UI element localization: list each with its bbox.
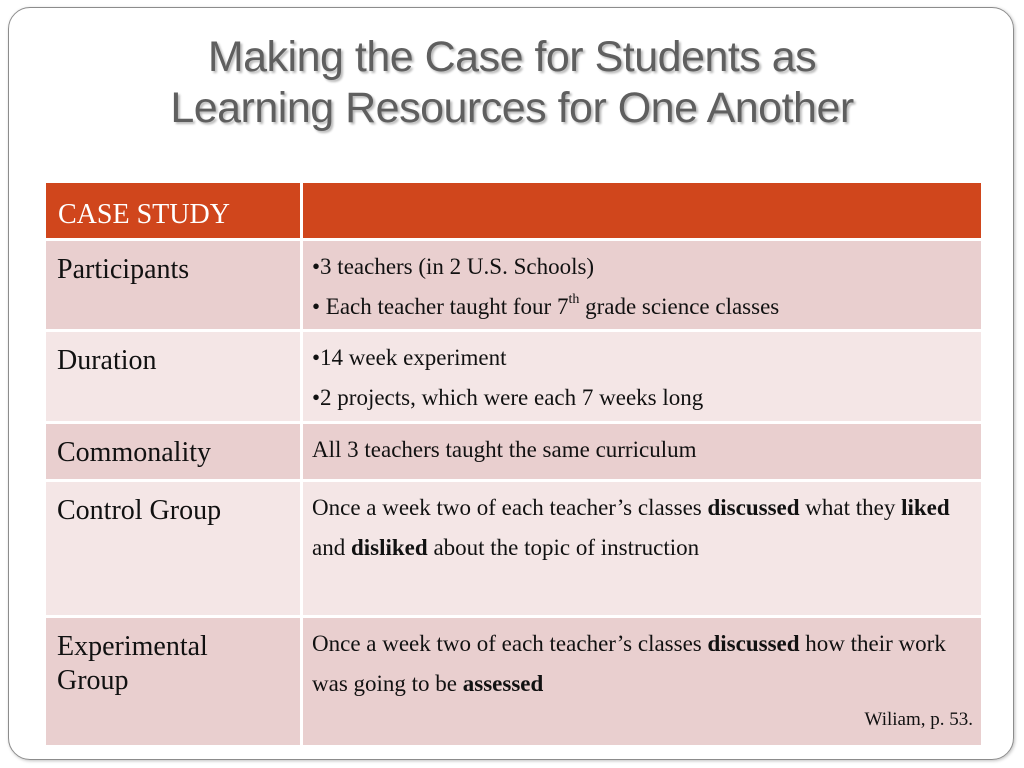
table-row-experimental-group (45, 617, 983, 747)
row-value-commonality (302, 423, 983, 481)
table-row-control-group (45, 481, 983, 617)
row-value-experimental-group (302, 617, 983, 747)
row-label-participants: Participants (45, 240, 302, 331)
row-value-control-group (302, 481, 983, 617)
participants-bullet-2: • Each teacher taught four 7th grade science classes (312, 292, 780, 319)
slide-title (0, 32, 1024, 134)
title-line-1: Making the Case for Students as (207, 33, 817, 81)
table-header-row (45, 182, 983, 240)
row-label-experimental-group: Experimental Group (45, 617, 302, 747)
commonality-text: All 3 teachers taught the same curriculum (312, 437, 697, 462)
header-case-study: CASE STUDY (45, 182, 302, 240)
table-row-commonality (45, 423, 983, 481)
duration-bullet-1: •14 week experiment (312, 345, 507, 370)
participants-bullet-1: •3 teachers (in 2 U.S. Schools) (312, 254, 595, 279)
row-value-duration (302, 331, 983, 423)
header-empty-cell (302, 182, 983, 240)
table-row-participants (45, 240, 983, 331)
citation: Wiliam, p. 53. (864, 709, 973, 730)
control-group-text: Once a week two of each teacher’s classes discussed what they liked and disliked about the topic of instruction (312, 495, 950, 560)
duration-bullet-2: •2 projects, which were each 7 weeks long (312, 385, 704, 410)
row-label-commonality: Commonality (45, 423, 302, 481)
experimental-group-text: Once a week two of each teacher’s classes discussed how their work was going to be assessed (312, 631, 946, 696)
table-row-duration (45, 331, 983, 423)
row-label-duration: Duration (45, 331, 302, 423)
title-line-2: Learning Resources for One Another (170, 84, 854, 132)
row-label-control-group: Control Group (45, 481, 302, 617)
case-study-table (43, 180, 984, 748)
row-value-participants (302, 240, 983, 331)
